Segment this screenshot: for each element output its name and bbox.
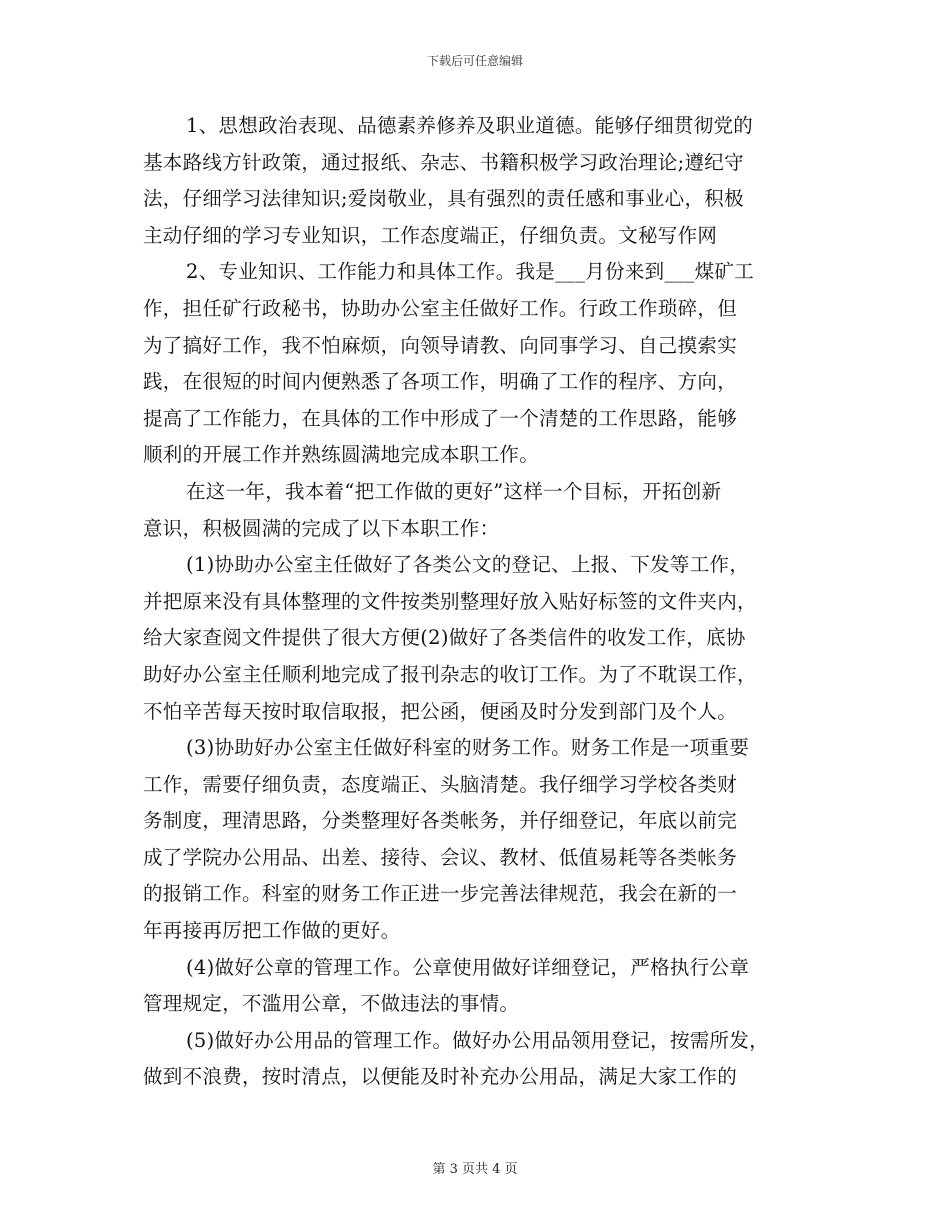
text-line: 并把原来没有具体整理的文件按类别整理好放入贴好标签的文件夹内， [143, 589, 757, 613]
text-line: 为了搞好工作，我不怕麻烦，向领导请教、向同事学习、自己摸索实 [143, 333, 738, 357]
text-line: (3)协助好办公室主任做好科室的财务工作。财务工作是一项重要 [186, 736, 750, 760]
text-line: 做到不浪费，按时清点，以便能及时补充办公用品，满足大家工作的 [143, 1065, 738, 1089]
text-line: 的报销工作。科室的财务工作正进一步完善法律规范，我会在新的一 [143, 882, 738, 906]
text-line: 成了学院办公用品、出差、接待、会议、教材、低值易耗等各类帐务 [143, 845, 738, 869]
text-line: 顺利的开展工作并熟练圆满地完成本职工作。 [143, 443, 540, 467]
document-body [143, 108, 833, 1096]
text-line: 年再接再厉把工作做的更好。 [143, 919, 401, 943]
text-line: 工作，需要仔细负责，态度端正、头脑清楚。我仔细学习学校各类财 [143, 772, 738, 796]
text-line: 管理规定，不滥用公章，不做违法的事情。 [143, 992, 520, 1016]
text-line: 基本路线方针政策，通过报纸、杂志、书籍积极学习政治理论;遵纪守 [143, 150, 744, 174]
text-line: 2、专业知识、工作能力和具体工作。我是___月份来到___煤矿工 [186, 260, 755, 284]
text-line: 给大家查阅文件提供了很大方便(2)做好了各类信件的收发工作，底协 [143, 626, 746, 650]
text-line: 1、思想政治表现、品德素养修养及职业道德。能够仔细贯彻党的 [186, 114, 754, 137]
text-line: 不怕辛苦每天按时取信取报，把公函，便函及时分发到部门及个人。 [143, 699, 738, 723]
text-line: 作，担任矿行政秘书，协助办公室主任做好工作。行政工作琐碎，但 [143, 296, 738, 320]
text-line: (4)做好公章的管理工作。公章使用做好详细登记，严格执行公章 [186, 955, 750, 979]
text-line: 务制度，理清思路，分类整理好各类帐务，并仔细登记，年底以前完 [143, 809, 738, 833]
text-line: 践，在很短的时间内便熟悉了各项工作，明确了工作的程序、方向， [143, 370, 738, 394]
text-line: 主动仔细的学习专业知识，工作态度端正，仔细负责。文秘写作网 [143, 223, 718, 247]
text-line: 法，仔细学习法律知识;爱岗敬业，具有强烈的责任感和事业心，积极 [143, 187, 744, 211]
page-header: 下载后可任意编辑 [426, 54, 523, 68]
text-line: 助好办公室主任顺利地完成了报刊杂志的收订工作。为了不耽误工作， [143, 662, 757, 686]
text-line: (5)做好办公用品的管理工作。做好办公用品领用登记，按需所发， [186, 1028, 769, 1052]
text-line: 意识，积极圆满的完成了以下本职工作： [143, 516, 500, 540]
text-line: (1)协助办公室主任做好了各类公文的登记、上报、下发等工作， [186, 553, 750, 577]
page-footer: 第 3 页共 4 页 [432, 1162, 518, 1177]
text-line: 在这一年，我本着“把工作做的更好”这样一个目标，开拓创新 [186, 479, 722, 503]
text-line: 提高了工作能力，在具体的工作中形成了一个清楚的工作思路，能够 [143, 406, 738, 430]
